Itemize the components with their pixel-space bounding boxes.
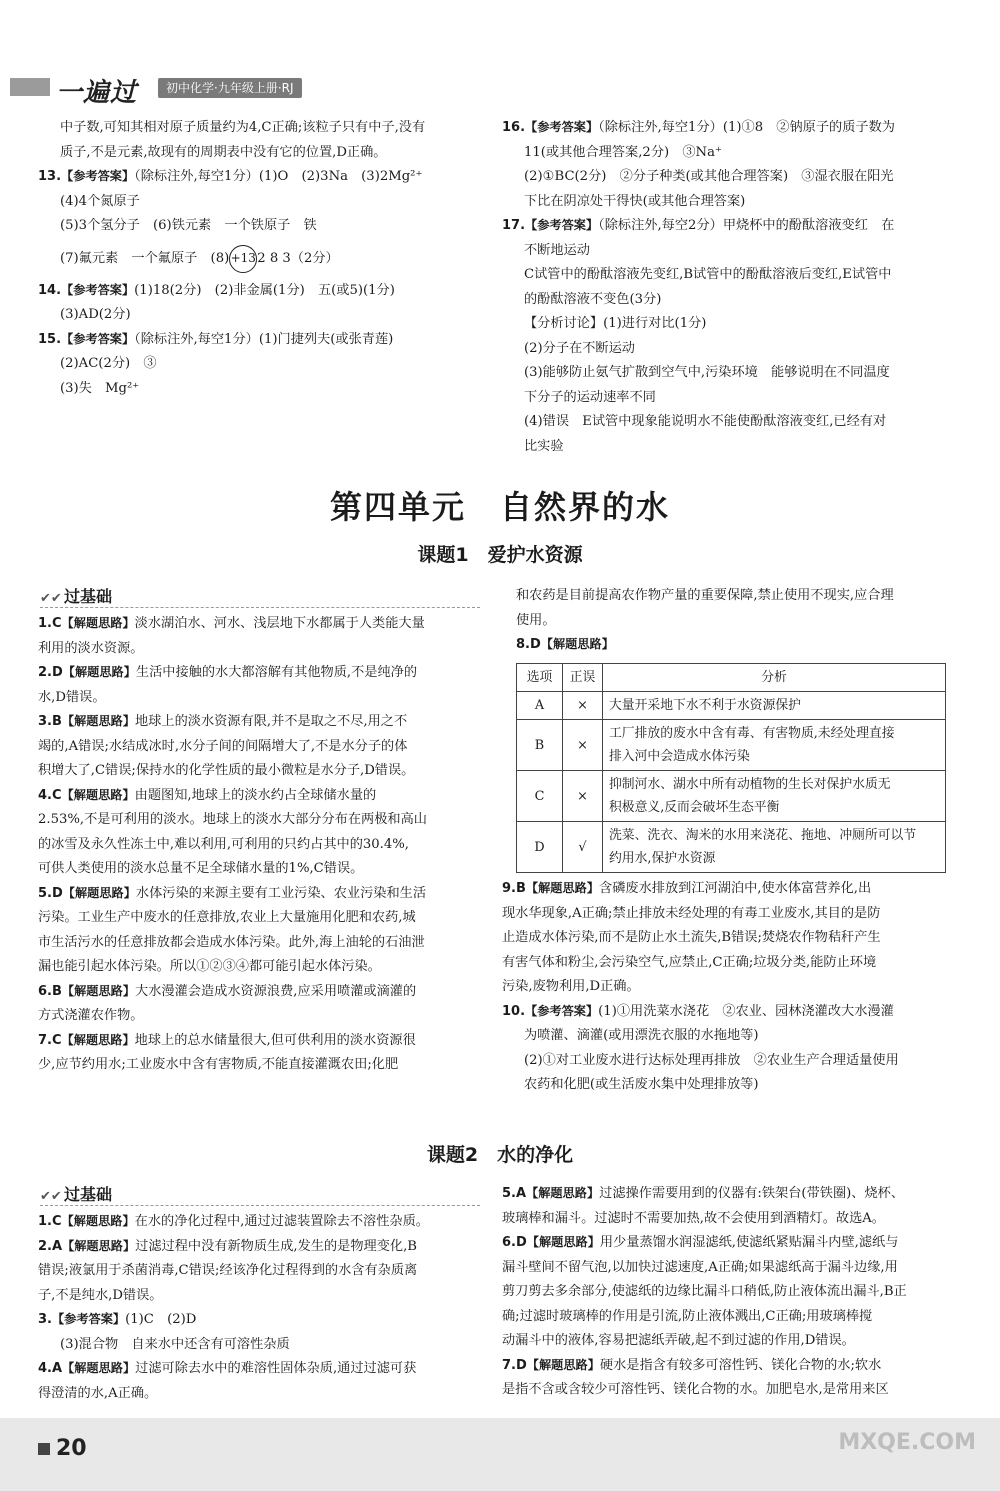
right-top-answers [502, 116, 972, 459]
line-text: （除标注外,每空2分）甲烧杯中的酚酞溶液变红 在 [598, 218, 895, 233]
text-line [38, 1235, 508, 1260]
line-text: (7)氟元素 一个氟原子 (8) [60, 250, 230, 266]
line-text: 地球上的总水储量很大,但可供利用的淡水资源很 [134, 1032, 416, 1048]
text-line [38, 1382, 508, 1407]
line-text: 和农药是目前提高农作物产量的重要保障,禁止使用不现实,应合理 [516, 588, 894, 603]
line-text: 确;过滤时玻璃棒的作用是引流,防止液体溅出,C正确;用玻璃棒搅 [502, 1308, 873, 1324]
text-line [502, 312, 972, 337]
answer-tag: 【解题思路】 [526, 1186, 600, 1200]
atom-shells: 2 8 3（2分） [257, 250, 339, 266]
line-text: 下分子的运动速率不同 [524, 389, 656, 405]
text-line [38, 1004, 508, 1029]
answer-tag: 【解题思路】 [61, 983, 136, 998]
lesson1-right-answers-cont [502, 877, 972, 1098]
text-line [502, 1024, 972, 1049]
line-text: 是指不含或含较少可溶性钙、镁化合物的水。加肥皂水,是常用来区 [502, 1382, 889, 1397]
text-line [38, 279, 508, 304]
line-text: 的冰雪及永久性冻土中,难以利用,可利用的只约占其中的30.4%, [38, 836, 409, 852]
text-line [38, 190, 508, 215]
line-text: 11(或其他合理答案,2分) ③Na⁺ [524, 144, 722, 160]
table-header-judgement: 正误 [563, 664, 603, 692]
text-line [502, 926, 972, 951]
text-line [38, 1284, 508, 1309]
section-mark-icon: ✔✔ [40, 1189, 62, 1204]
text-line [38, 906, 508, 931]
table-header-analysis: 分析 [603, 664, 946, 692]
line-text: (3)AD(2分) [60, 307, 131, 322]
text-line [502, 1073, 972, 1098]
question-number: 4.C [38, 787, 62, 803]
text-line [38, 141, 508, 166]
table-row [517, 822, 946, 873]
line-text: 过滤操作需要用到的仪器有:铁架台(带铁圈)、烧杯、 [599, 1186, 905, 1201]
analysis-line: 洗菜、洗衣、淘米的水用来浇花、拖地、冲厕所可以节 [609, 828, 917, 843]
text-line [502, 288, 972, 313]
text-line [38, 759, 508, 784]
line-text: 用少量蒸馏水润湿滤纸,使滤纸紧贴漏斗内壁,滤纸与 [599, 1235, 899, 1250]
text-line [502, 165, 972, 190]
lesson1-right-answers [516, 584, 986, 658]
lesson2-right-answers [502, 1182, 972, 1403]
line-text: 玻璃棒和漏斗。过滤时不需要加热,故不会使用到酒精灯。故选A。 [502, 1210, 885, 1226]
answer-tag: 【参考答案】 [525, 120, 599, 134]
text-line [502, 116, 972, 141]
line-text: 水,D错误。 [38, 689, 106, 705]
line-text: 过滤过程中没有新物质生成,发生的是物理变化,B [135, 1238, 417, 1254]
text-line [38, 303, 508, 328]
line-text: (4)4个氮原子 [60, 193, 140, 209]
answer-tag: 【解题思路】 [62, 1238, 136, 1253]
question-number: 1.C [38, 616, 62, 631]
line-text: 使用。 [516, 612, 556, 628]
header-bar [10, 78, 50, 96]
unit-title: 第四单元 自然界的水 [329, 488, 670, 526]
line-text: 漏也能引起水体污染。所以①②③④都可能引起水体污染。 [38, 959, 381, 974]
line-text: (5)3个氢分子 (6)铁元素 一个铁原子 铁 [60, 218, 317, 233]
text-line [38, 214, 508, 239]
text-line [516, 584, 986, 609]
line-text: 淡水湖泊水、河水、浅层地下水都属于人类能大量 [134, 616, 425, 631]
line-text: 竭的,A错误;水结成冰时,水分子间的间隔增大了,不是水分子的体 [38, 738, 408, 754]
question-number: 2.A [38, 1238, 63, 1254]
analysis-line: 大量开采地下水不利于水资源保护 [609, 698, 801, 713]
line-text: 积增大了,C错误;保持水的化学性质的最小微粒是水分子,D错误。 [38, 763, 415, 778]
line-text: 地球上的淡水资源有限,并不是取之不尽,用之不 [135, 714, 408, 729]
text-line [38, 1357, 508, 1382]
table-cell-option: D [517, 822, 563, 873]
text-line [502, 214, 972, 239]
text-line [502, 239, 972, 264]
text-line [38, 1053, 508, 1078]
line-text: （除标注外,每空1分）(1)O (2)3Na (3)2Mg²⁺ [134, 169, 423, 184]
text-line [38, 239, 508, 279]
section-label: 过基础 [64, 587, 113, 606]
line-text: 由题图知,地球上的淡水约占全球储水量的 [134, 787, 377, 803]
table-row [517, 720, 946, 771]
question-number: 8.D [516, 637, 541, 652]
text-line [38, 1333, 508, 1358]
text-line [502, 410, 972, 435]
answer-tag: 【参考答案】 [525, 1003, 599, 1018]
line-text: (2)分子在不断运动 [524, 340, 635, 356]
line-text: 利用的淡水资源。 [38, 640, 144, 656]
text-line [502, 435, 972, 460]
analysis-line: 积极意义,反而会破坏生态平衡 [609, 800, 780, 815]
answer-tag: 【解题思路】 [61, 714, 136, 728]
text-line [38, 612, 508, 637]
text-line [502, 361, 972, 386]
line-text: (4)错误 E试管中现象能说明水不能使酚酞溶液变红,已经有对 [524, 414, 887, 429]
table-header-option: 选项 [517, 664, 563, 692]
line-text: 为喷灌、滴灌(或用漂洗衣服的水拖地等) [524, 1028, 759, 1043]
left-top-answers [38, 116, 508, 401]
question-number: 6.D [502, 1235, 527, 1250]
answer-table [516, 663, 946, 873]
text-line [502, 337, 972, 362]
watermark: MXQE.COM [838, 1430, 976, 1455]
answer-tag: 【解题思路】 [526, 1235, 600, 1249]
table-cell-judgement: × [563, 692, 603, 720]
question-number: 6.B [38, 983, 62, 999]
question-number: 16. [502, 120, 526, 135]
text-line [38, 661, 508, 686]
table-cell-option: B [517, 720, 563, 771]
text-line [38, 1259, 508, 1284]
line-text: （除标注外,每空1分）(1)①8 ②钠原子的质子数为 [598, 120, 895, 135]
text-line [502, 141, 972, 166]
section-basics-1 [40, 584, 480, 608]
text-line [38, 784, 508, 809]
lesson2-title: 课题2 水的净化 [426, 1144, 574, 1166]
text-line [502, 1049, 972, 1074]
text-line [502, 1378, 972, 1403]
lesson1-title: 课题1 爱护水资源 [417, 544, 583, 566]
line-text: (1)C (2)D [125, 1312, 197, 1327]
table-cell-analysis [603, 822, 946, 873]
analysis-line: 抑制河水、湖水中所有动植物的生长对保护水质无 [609, 777, 891, 792]
line-text: 过滤可除去水中的难溶性固体杂质,通过过滤可获 [135, 1361, 417, 1376]
text-line [502, 190, 972, 215]
line-text: 农药和化肥(或生活废水集中处理排放等) [524, 1077, 759, 1092]
line-text: 少,应节约用水;工业废水中含有害物质,不能直接灌溉农田;化肥 [38, 1057, 399, 1072]
question-number: 3. [38, 1312, 52, 1327]
line-text: (2)①BC(2分) ②分子种类(或其他合理答案) ③湿衣服在阳光 [524, 169, 894, 184]
text-line [502, 263, 972, 288]
line-text: 漏斗壁间不留气泡,以加快过滤速度,A正确;如果滤纸高于漏斗边缘,用 [502, 1259, 898, 1275]
table-row [517, 771, 946, 822]
question-number: 10. [502, 1003, 526, 1019]
text-line [38, 1029, 508, 1054]
line-text: 【分析讨论】(1)进行对比(1分) [524, 316, 707, 331]
line-text: 动漏斗中的液体,容易把滤纸弄破,起不到过滤的作用,D错误。 [502, 1333, 855, 1348]
line-text: 质子,不是元素,故现有的周期表中没有它的位置,D正确。 [60, 144, 387, 160]
text-line [38, 882, 508, 907]
line-text: 硬水是指含有较多可溶性钙、镁化合物的水;软水 [599, 1357, 882, 1373]
section-mark-icon: ✔✔ [40, 591, 62, 606]
text-line [38, 710, 508, 735]
table-cell-judgement: × [563, 720, 603, 771]
text-line [38, 857, 508, 882]
text-line [516, 609, 986, 634]
text-line [502, 1354, 972, 1379]
text-line [38, 735, 508, 760]
question-number: 9.B [502, 881, 526, 896]
answer-tag: 【解题思路】 [62, 885, 136, 900]
line-text: 中子数,可知其相对原子质量约为4,C正确;该粒子只有中子,没有 [60, 120, 426, 135]
text-line [502, 1207, 972, 1232]
answer-tag: 【解题思路】 [61, 1032, 135, 1047]
text-line [502, 1231, 972, 1256]
line-text: 方式浇灌农作物。 [38, 1008, 144, 1023]
line-text: 错误;液氯用于杀菌消毒,C错误;经该净化过程得到的水含有杂质离 [38, 1263, 418, 1278]
line-text: 在水的净化过程中,通过过滤装置除去不溶性杂质。 [134, 1214, 429, 1229]
section-label: 过基础 [64, 1185, 113, 1204]
text-line [502, 951, 972, 976]
line-text: 剪刀剪去多余部分,使滤纸的边缘比漏斗口稍低,防止液体流出漏斗,B正 [502, 1284, 907, 1299]
line-text: 比实验 [524, 438, 564, 454]
text-line [38, 352, 508, 377]
text-line [38, 980, 508, 1005]
lesson1-left-answers [38, 612, 508, 1078]
answer-tag: 【参考答案】 [61, 169, 135, 183]
line-text: (2)①对工业废水进行达标处理再排放 ②农业生产合理适量使用 [524, 1052, 899, 1068]
text-line [38, 637, 508, 662]
line-text: 污染,废物利用,D正确。 [502, 979, 640, 994]
text-line [502, 1256, 972, 1281]
line-text: 含磷废水排放到江河湖泊中,使水体富营养化,出 [599, 881, 872, 896]
page-number [38, 1436, 87, 1461]
question-number: 7.C [38, 1032, 62, 1048]
page-square-icon [38, 1443, 50, 1455]
answer-tag: 【参考答案】 [61, 282, 135, 297]
answer-tag: 【解题思路】 [62, 665, 136, 679]
table-row [517, 692, 946, 720]
text-line [502, 877, 972, 902]
question-number: 5.A [502, 1186, 527, 1201]
atom-nucleus: +13 [229, 245, 257, 273]
text-line [38, 328, 508, 353]
line-text: 下比在阴凉处干得快(或其他合理答案) [524, 193, 746, 209]
line-text: 大水漫灌会造成水资源浪费,应采用喷灌或滴灌的 [135, 983, 417, 999]
table-cell-judgement: √ [563, 822, 603, 873]
text-line [502, 975, 972, 1000]
answer-tag: 【参考答案】 [51, 1312, 126, 1326]
answer-tag: 【解题思路】 [525, 881, 600, 895]
answer-tag: 【参考答案】 [61, 331, 135, 346]
line-text: (2)AC(2分) ③ [60, 356, 157, 371]
answer-tag: 【参考答案】 [525, 218, 599, 232]
table-cell-analysis [603, 771, 946, 822]
text-line [38, 686, 508, 711]
table-cell-judgement: × [563, 771, 603, 822]
line-text: 生活中接触的水大都溶解有其他物质,不是纯净的 [135, 665, 418, 680]
line-text: 可供人类使用的淡水总量不足全球储水量的1%,C错误。 [38, 861, 364, 876]
brand-logo: 一遍过 [56, 78, 138, 108]
line-text: 市生活污水的任意排放都会造成水体污染。此外,海上油轮的石油泄 [38, 934, 425, 950]
line-text: C试管中的酚酞溶液先变红,B试管中的酚酞溶液后变红,E试管中 [524, 267, 892, 282]
text-line [38, 165, 508, 190]
table-cell-option: C [517, 771, 563, 822]
text-line [516, 633, 986, 658]
page-number-text: 20 [56, 1436, 87, 1461]
text-line [502, 1000, 972, 1025]
table-cell-analysis [603, 692, 946, 720]
table-cell-option: A [517, 692, 563, 720]
section-basics-2 [40, 1182, 480, 1206]
text-line [38, 1210, 508, 1235]
line-text: 不断地运动 [524, 242, 590, 258]
line-text: 的酚酞溶液不变色(3分) [524, 291, 662, 307]
text-line [502, 1182, 972, 1207]
line-text: 得澄清的水,A正确。 [38, 1385, 158, 1401]
question-number: 15. [38, 331, 62, 347]
text-line [502, 386, 972, 411]
book-tag: 初中化学·九年级上册·RJ [158, 78, 302, 98]
line-text: (3)能够防止氨气扩散到空气中,污染环境 能够说明在不同温度 [524, 365, 890, 380]
question-number: 14. [38, 282, 62, 298]
analysis-line: 约用水,保护水资源 [609, 851, 716, 866]
line-text: (1)①用洗菜水浇花 ②农业、园林浇灌改大水漫灌 [598, 1003, 894, 1019]
line-text: (3)混合物 自来水中还含有可溶性杂质 [60, 1336, 290, 1352]
analysis-line: 排入河中会造成水体污染 [609, 749, 750, 764]
answer-tag: 【解题思路】 [61, 787, 135, 802]
question-number: 7.D [502, 1357, 527, 1373]
text-line [38, 808, 508, 833]
question-number: 17. [502, 218, 526, 233]
answer-tag: 【解题思路】 [62, 1361, 136, 1375]
text-line [38, 955, 508, 980]
text-line [38, 833, 508, 858]
line-text: 子,不是纯水,D错误。 [38, 1287, 163, 1303]
question-number: 5.D [38, 885, 63, 901]
text-line [38, 931, 508, 956]
text-line [38, 1308, 508, 1333]
answer-tag: 【解题思路】 [526, 1357, 600, 1372]
text-line [502, 1280, 972, 1305]
line-text: 止造成水体污染,而不是防止水土流失,B错误;焚烧农作物秸秆产生 [502, 930, 881, 945]
line-text: 2.53%,不是可利用的淡水。地球上的淡水大部分分布在两极和高山 [38, 812, 427, 827]
line-text: (1)18(2分) (2)非金属(1分) 五(或5)(1分) [134, 282, 395, 298]
answer-tag: 【解题思路】 [540, 637, 614, 651]
text-line [38, 377, 508, 402]
question-number: 13. [38, 169, 62, 184]
text-line [502, 1329, 972, 1354]
line-text: 现水华现象,A正确;禁止排放未经处理的有毒工业废水,其目的是防 [502, 905, 881, 921]
text-line [502, 1305, 972, 1330]
text-line [502, 902, 972, 927]
text-line [38, 116, 508, 141]
line-text: (3)失 Mg²⁺ [60, 380, 140, 396]
question-number: 4.A [38, 1361, 63, 1376]
question-number: 3.B [38, 714, 62, 729]
lesson2-left-answers [38, 1210, 508, 1406]
line-text: 水体污染的来源主要有工业污染、农业污染和生活 [135, 885, 427, 901]
analysis-line: 工厂排放的废水中含有毒、有害物质,未经处理直接 [609, 726, 895, 741]
question-number: 1.C [38, 1214, 62, 1229]
question-number: 2.D [38, 665, 63, 680]
table-cell-analysis [603, 720, 946, 771]
answer-tag: 【解题思路】 [61, 1214, 135, 1228]
line-text: （除标注外,每空1分）(1)门捷列夫(或张青莲) [134, 331, 394, 347]
line-text: 有害气体和粉尘,会污染空气,应禁止,C正确;垃圾分类,能防止环境 [502, 954, 877, 970]
answer-tag: 【解题思路】 [61, 616, 135, 630]
line-text: 污染。工业生产中废水的任意排放,农业上大量施用化肥和农药,城 [38, 910, 416, 925]
page-header [0, 0, 1000, 108]
